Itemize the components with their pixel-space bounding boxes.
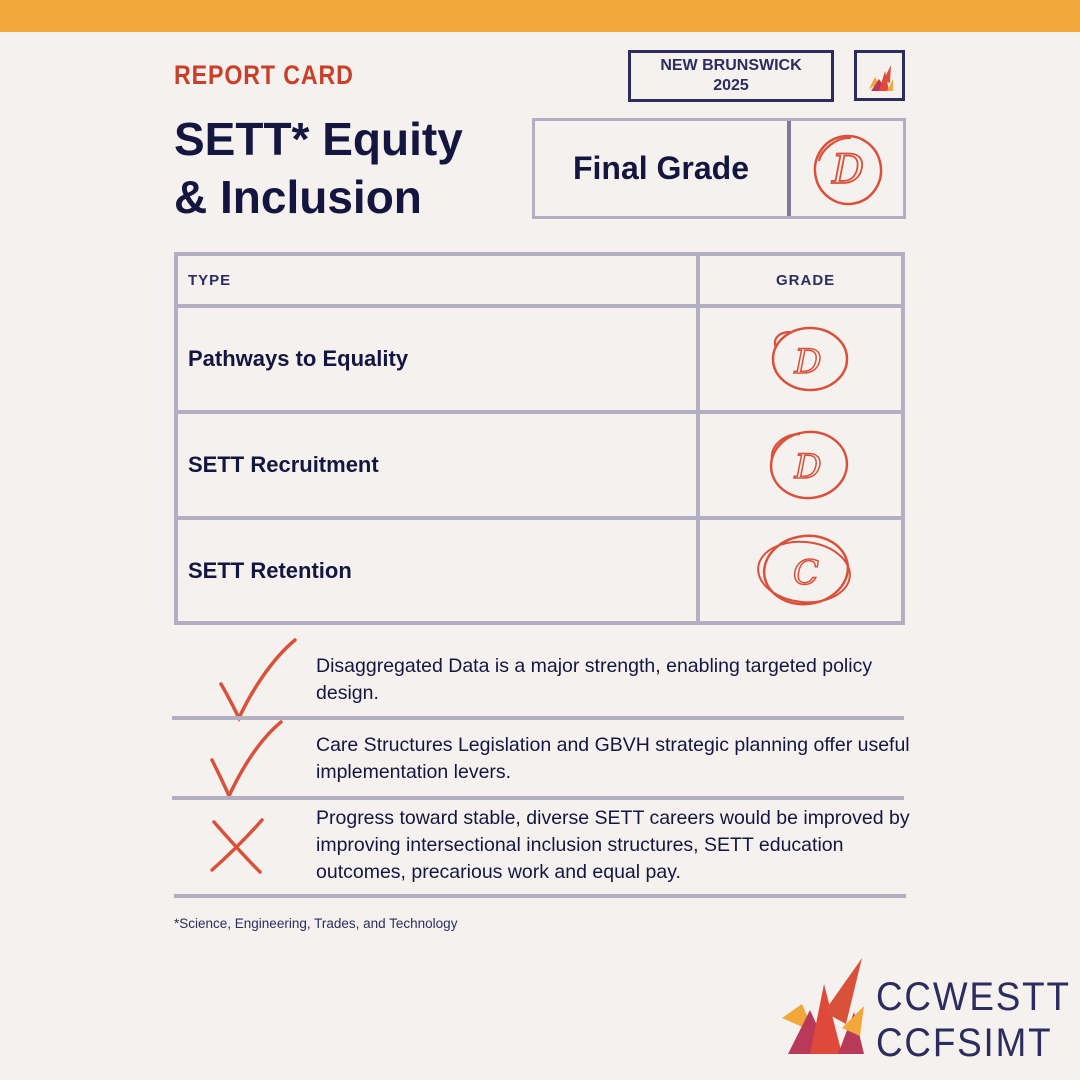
- note-text: Disaggregated Data is a major strength, enabling targeted policy design.: [316, 655, 873, 704]
- page-title: [174, 110, 463, 226]
- region-year-badge: [628, 50, 834, 102]
- note-text: Care Structures Legislation and GBVH strategic planning offer useful implementation levers.: [316, 734, 910, 783]
- final-grade-box: [532, 118, 906, 219]
- note-text: Progress toward stable, diverse SETT careers would be improved by improving intersectional inclusion structures, SETT education outcomes, precarious work and equal pay.: [316, 807, 910, 883]
- column-header-type: TYPE: [188, 272, 232, 289]
- grade-letter: D: [794, 447, 822, 487]
- final-grade-mark: [791, 121, 903, 216]
- note-divider: [172, 796, 904, 800]
- grade-mark-recruitment: [700, 414, 901, 516]
- grade-mark-pathways: [700, 308, 901, 410]
- cross-icon: [208, 814, 266, 876]
- row-label-retention: SETT Retention: [188, 558, 352, 583]
- checkmark-icon: [207, 718, 285, 800]
- brand-wordmark: [876, 974, 1080, 1066]
- maple-leaf-icon: [854, 50, 905, 101]
- page-title-line-2: & Inclusion: [174, 171, 422, 223]
- footnote: *Science, Engineering, Trades, and Technology: [174, 916, 458, 931]
- final-grade-letter: D: [831, 147, 865, 193]
- brand-line-1: CCWESTT: [876, 975, 1071, 1019]
- row-label-pathways: Pathways to Equality: [188, 346, 409, 371]
- final-grade-label: Final Grade: [572, 150, 750, 186]
- page-title-line-1: SETT* Equity: [174, 113, 463, 165]
- top-accent-bar: [0, 0, 1080, 32]
- row-label-recruitment: SETT Recruitment: [188, 452, 379, 477]
- year-label: 2025: [713, 77, 749, 94]
- column-header-grade: GRADE: [776, 272, 836, 289]
- report-card-kicker: REPORT CARD: [174, 60, 354, 90]
- grade-letter: D: [794, 342, 822, 382]
- note-divider: [174, 894, 906, 898]
- grade-letter: C: [792, 553, 820, 593]
- grade-mark-retention: [700, 520, 901, 621]
- grade-table: [174, 252, 905, 625]
- brand-line-2: CCFSIMT: [876, 1021, 1053, 1065]
- region-label: NEW BRUNSWICK: [660, 57, 802, 74]
- checkmark-icon: [215, 636, 299, 722]
- maple-leaf-logo-icon: [780, 956, 865, 1056]
